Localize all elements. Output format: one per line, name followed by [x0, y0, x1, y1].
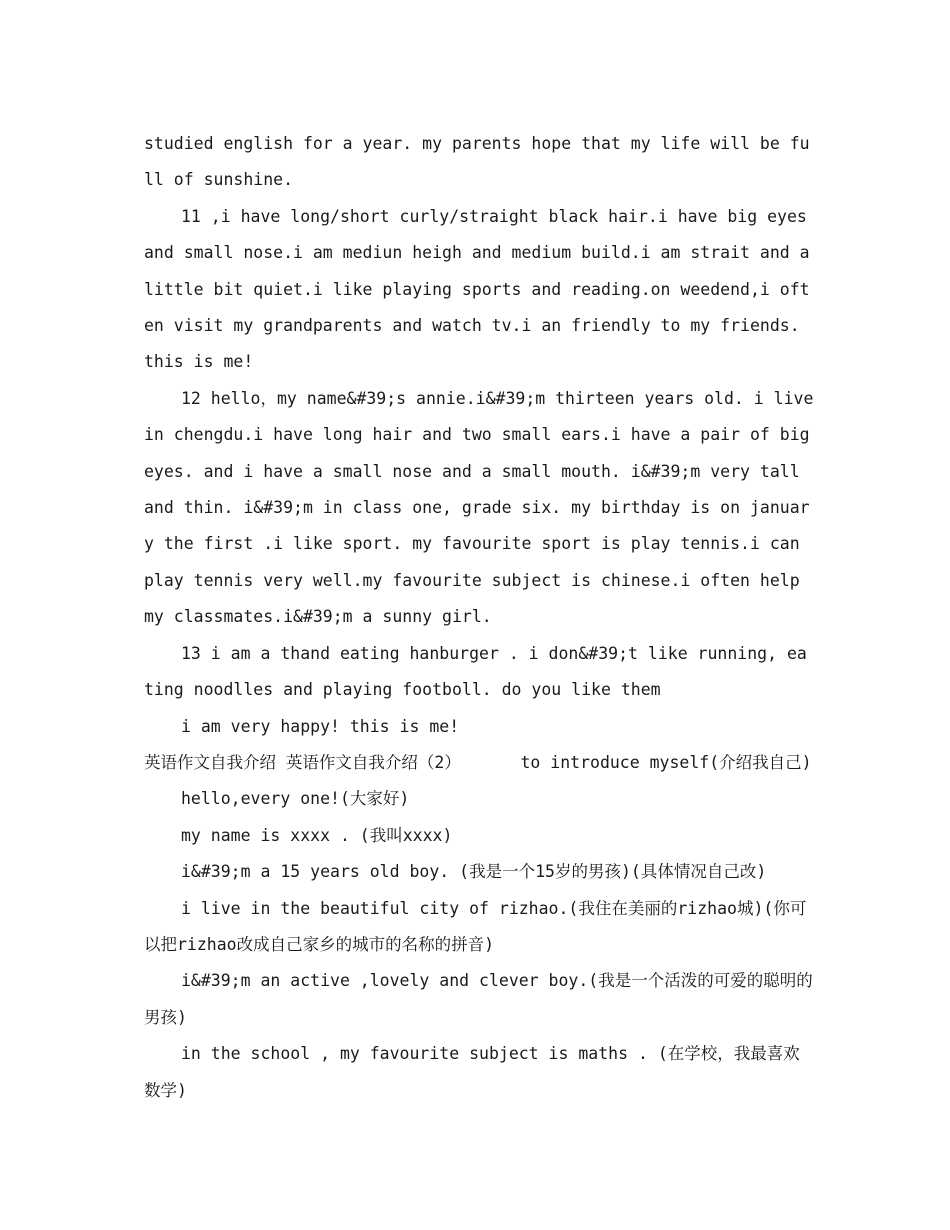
- paragraph-hello: hello,every one!(大家好): [181, 789, 410, 809]
- paragraph-13: 13 i am a thand eating hanburger . i don&#39;t like running, eating noodlles and playing footboll. do you like them: [144, 643, 807, 700]
- paragraph-13-closing: i am very happy! this is me!: [181, 716, 460, 736]
- paragraph-12: 12 hello，my name&#39;s annie.i&#39;m thirteen years old. i live in chengdu.i have long hair and two small ears.i have a pair of big eyes. and i have a small nose and a small mouth. i&#39;m very tall and thin. i&#39;m in class one, grade six. my birthday is on january the first .i like sport. my favourite sport is play tennis.i can play tennis very well.my favourite subject is chinese.i often help my classmates.i&#39;m a sunny girl.: [144, 388, 824, 627]
- paragraph-11: 11 ,i have long/short curly/straight black hair.i have big eyes and small nose.i am mediun heigh and medium build.i am strait and a little bit quiet.i like playing sports and reading.on weedend,i often visit my grandparents and watch tv.i an friendly to my friends. this is me!: [144, 206, 820, 372]
- document-body: [144, 126, 824, 1109]
- section-heading: 英语作文自我介绍 英语作文自我介绍（2） to introduce myself(介绍我自己): [144, 752, 812, 772]
- paragraph-school: in the school , my favourite subject is maths . (在学校，我最喜欢数学): [144, 1044, 800, 1100]
- paragraph-name: my name is xxxx . (我叫xxxx): [181, 825, 453, 845]
- paragraph-continued: studied english for a year. my parents hope that my life will be full of sunshine.: [144, 134, 810, 190]
- paragraph-city: i live in the beautiful city of rizhao.(我住在美丽的rizhao城)(你可以把rizhao改成自己家乡的城市的名称的拼音): [144, 898, 807, 954]
- paragraph-age: i&#39;m a 15 years old boy. (我是一个15岁的男孩)(具体情况自己改): [181, 862, 767, 882]
- paragraph-active: i&#39;m an active ,lovely and clever boy.(我是一个活泼的可爱的聪明的男孩): [144, 971, 813, 1027]
